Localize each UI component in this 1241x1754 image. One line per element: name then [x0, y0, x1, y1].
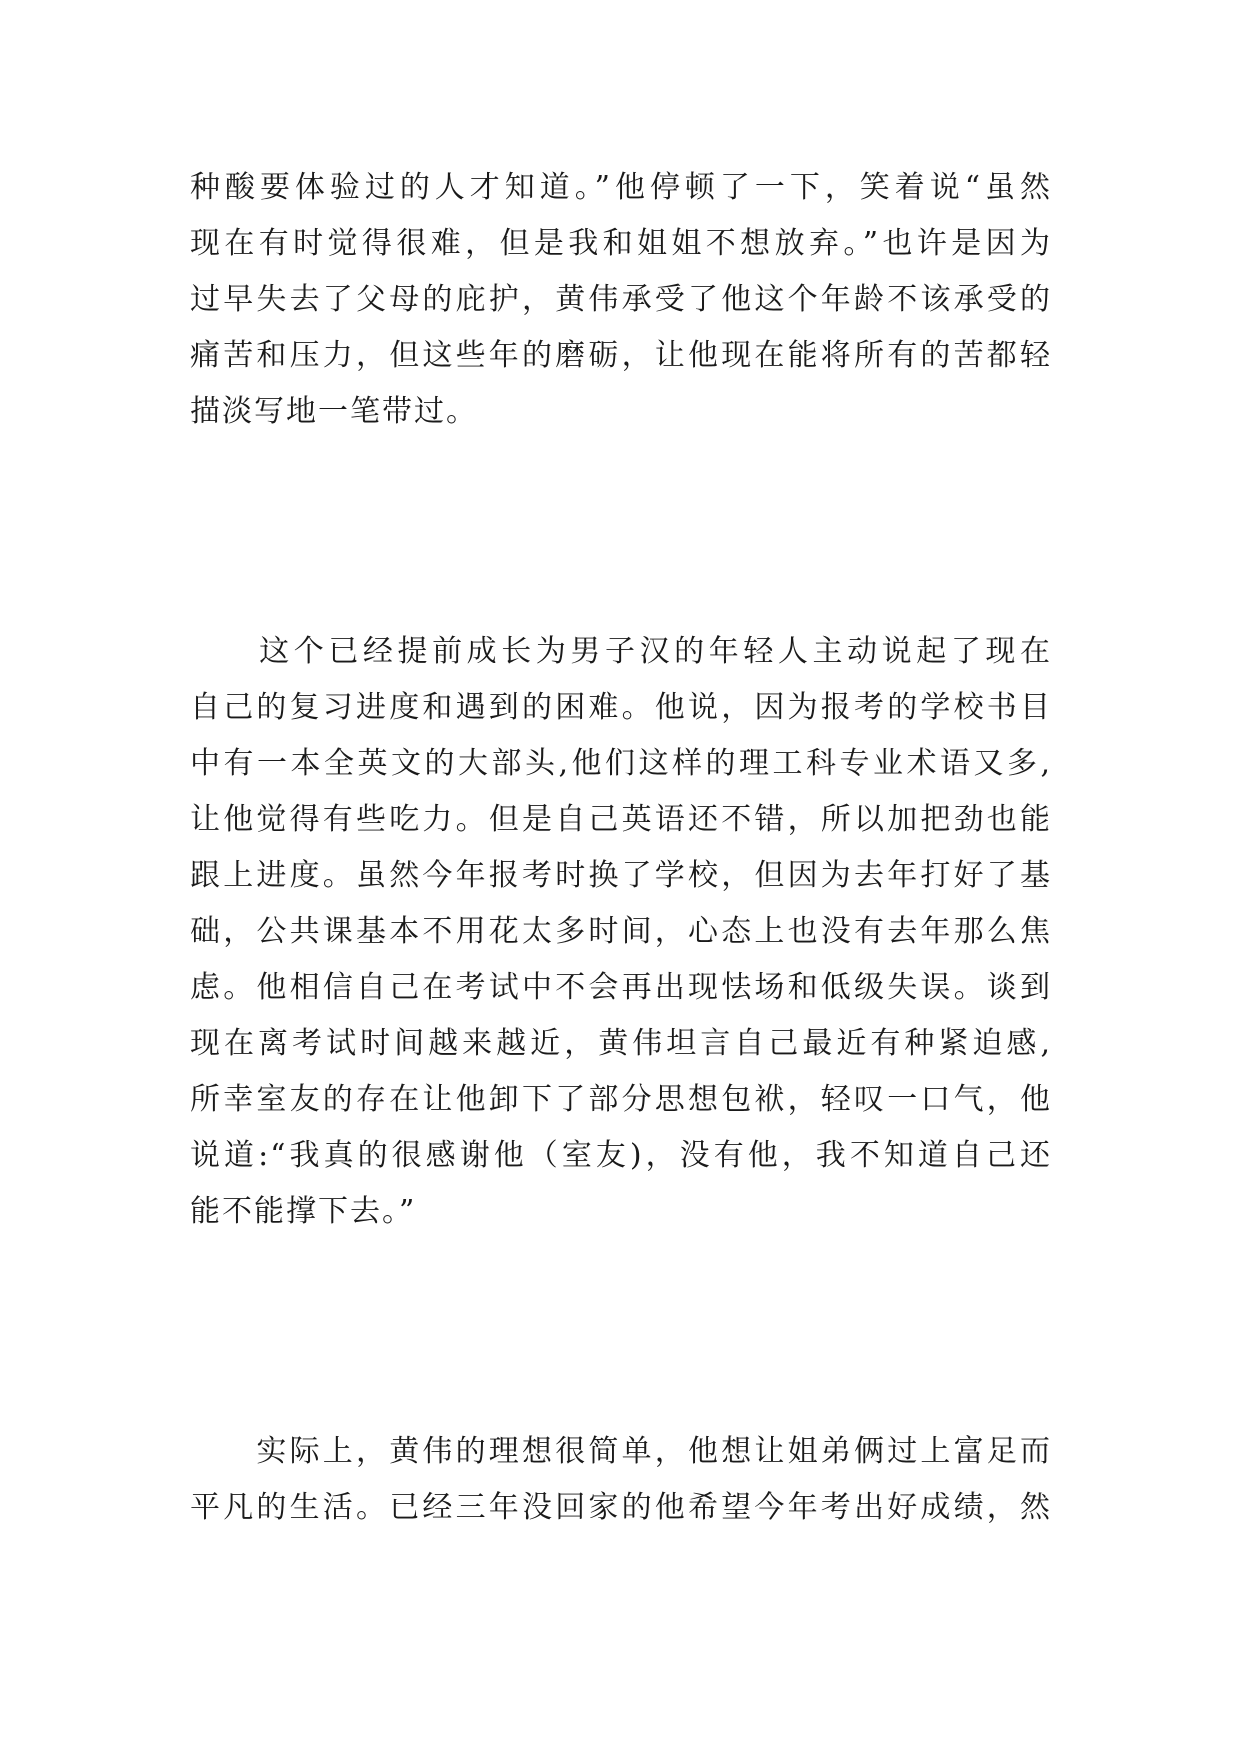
text-line: 自己的复习进度和遇到的困难。他说，因为报考的学校书目: [190, 690, 1052, 725]
text-line: 种酸要体验过的人才知道。”他停顿了一下，笑着说“虽然: [190, 170, 1052, 205]
text-line: 能不能撑下去。”: [190, 1194, 417, 1229]
text-line: 所幸室友的存在让他卸下了部分思想包袱，轻叹一口气，他: [190, 1082, 1052, 1117]
text-line: 实际上，黄伟的理想很简单，他想让姐弟俩过上富足而: [190, 1434, 1052, 1469]
text-line: 跟上进度。虽然今年报考时换了学校，但因为去年打好了基: [190, 858, 1052, 893]
text-line: 现在离考试时间越来越近，黄伟坦言自己最近有种紧迫感,: [190, 1026, 1052, 1061]
text-line: 现在有时觉得很难，但是我和姐姐不想放弃。”也许是因为: [190, 226, 1052, 261]
text-line: 过早失去了父母的庇护，黄伟承受了他这个年龄不该承受的: [190, 282, 1052, 317]
paragraph-1: [190, 160, 1052, 440]
text-line: 中有一本全英文的大部头,他们这样的理工科专业术语又多,: [190, 746, 1052, 781]
text-line: 痛苦和压力，但这些年的磨砺，让他现在能将所有的苦都轻: [190, 338, 1052, 373]
text-line: 这个已经提前成长为男子汉的年轻人主动说起了现在: [190, 634, 1052, 669]
paragraph-2: [190, 624, 1052, 1240]
text-line: 让他觉得有些吃力。但是自己英语还不错，所以加把劲也能: [190, 802, 1052, 837]
text-line: 础，公共课基本不用花太多时间，心态上也没有去年那么焦: [190, 914, 1052, 949]
text-line: 说道:“我真的很感谢他（室友)，没有他，我不知道自己还: [190, 1138, 1052, 1173]
text-line: 平凡的生活。已经三年没回家的他希望今年考出好成绩，然: [190, 1490, 1052, 1525]
text-line: 虑。他相信自己在考试中不会再出现怯场和低级失误。谈到: [190, 970, 1052, 1005]
paragraph-3: [190, 1424, 1052, 1536]
text-line: 描淡写地一笔带过。: [190, 394, 478, 429]
